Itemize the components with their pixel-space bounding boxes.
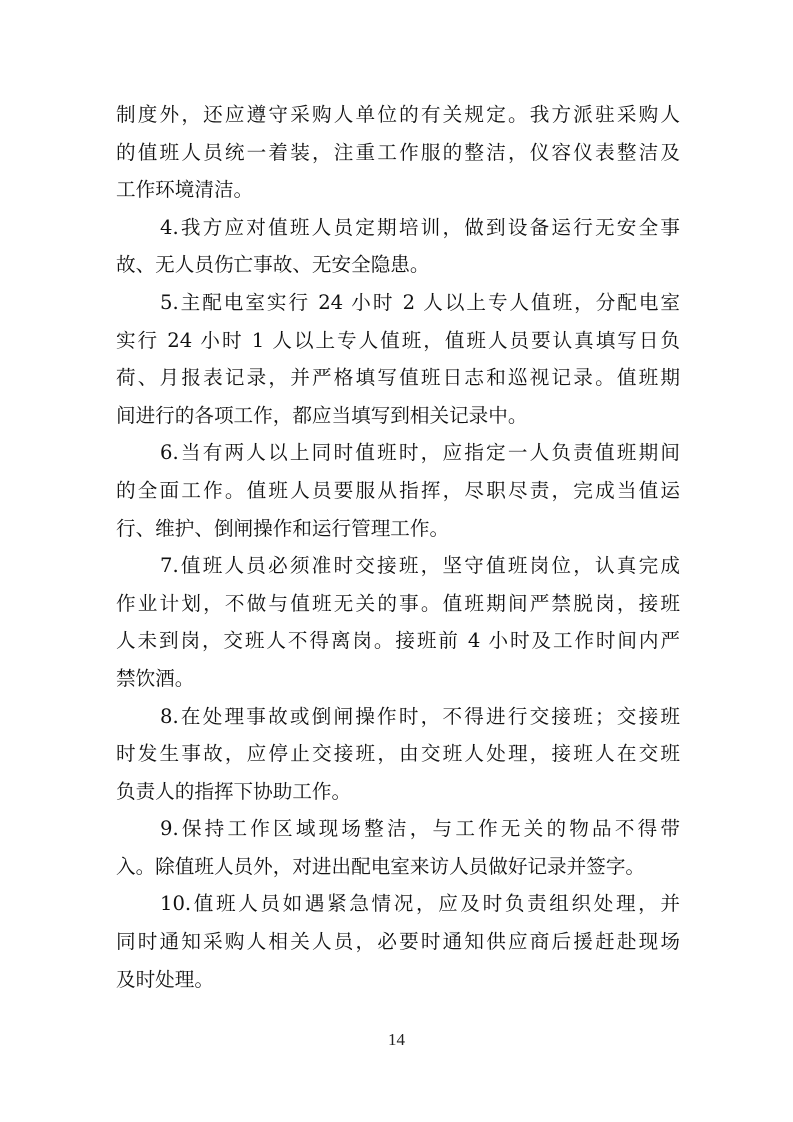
page-number: 14: [388, 1030, 405, 1049]
text-line: 荷、月报表记录，并严格填写值班日志和巡视记录。值班期: [116, 366, 680, 390]
text-line: 负责人的指挥下协助工作。: [116, 779, 352, 803]
text-line: 作业计划，不做与值班无关的事。值班期间严禁脱岗，接班: [116, 591, 680, 615]
paragraph-item-6: [116, 434, 680, 547]
paragraph-item-4: [116, 209, 680, 284]
text-line: 入。除值班人员外，对进出配电室来访人员做好记录并签字。: [116, 854, 646, 878]
text-line: 4.我方应对值班人员定期培训，做到设备运行无安全事: [160, 215, 680, 239]
text-line: 10.值班人员如遇紧急情况，应及时负责组织处理，并: [160, 892, 680, 916]
text-line: 间进行的各项工作，都应当填写到相关记录中。: [116, 403, 528, 427]
text-line: 禁饮酒。: [116, 666, 195, 690]
paragraph-item-5: [116, 284, 680, 434]
paragraph-item-10: [116, 885, 680, 998]
text-line: 人未到岗，交班人不得离岗。接班前 4 小时及工作时间内严: [116, 629, 680, 653]
text-line: 7.值班人员必须准时交接班，坚守值班岗位，认真完成: [160, 554, 680, 578]
text-line: 制度外，还应遵守采购人单位的有关规定。我方派驻采购人: [116, 103, 680, 126]
text-line: 时发生事故，应停止交接班，由交班人处理，接班人在交班: [116, 742, 680, 766]
text-line: 6.当有两人以上同时值班时，应指定一人负责值班期间: [160, 441, 680, 465]
text-line: 同时通知采购人相关人员，必要时通知供应商后援赶赴现场: [116, 930, 680, 954]
text-line: 工作环境清洁。: [116, 178, 254, 202]
paragraph-item-9: [116, 810, 680, 885]
text-line: 行、维护、倒闸操作和运行管理工作。: [116, 516, 450, 540]
text-line: 的值班人员统一着装，注重工作服的整洁，仪容仪表整洁及: [116, 140, 680, 164]
paragraph-continuation: [116, 96, 680, 209]
body-text: [116, 96, 680, 998]
paragraph-item-8: [116, 698, 680, 811]
text-line: 的全面工作。值班人员要服从指挥，尽职尽责，完成当值运: [116, 478, 680, 502]
paragraph-item-7: [116, 547, 680, 697]
text-line: 及时处理。: [116, 967, 214, 991]
text-line: 故、无人员伤亡事故、无安全隐患。: [116, 253, 430, 277]
text-line: 实行 24 小时 1 人以上专人值班，值班人员要认真填写日负: [116, 328, 680, 352]
text-line: 8.在处理事故或倒闸操作时，不得进行交接班；交接班: [160, 704, 680, 728]
text-line: 9.保持工作区域现场整洁，与工作无关的物品不得带: [160, 817, 680, 841]
text-line: 5.主配电室实行 24 小时 2 人以上专人值班，分配电室: [160, 290, 680, 314]
